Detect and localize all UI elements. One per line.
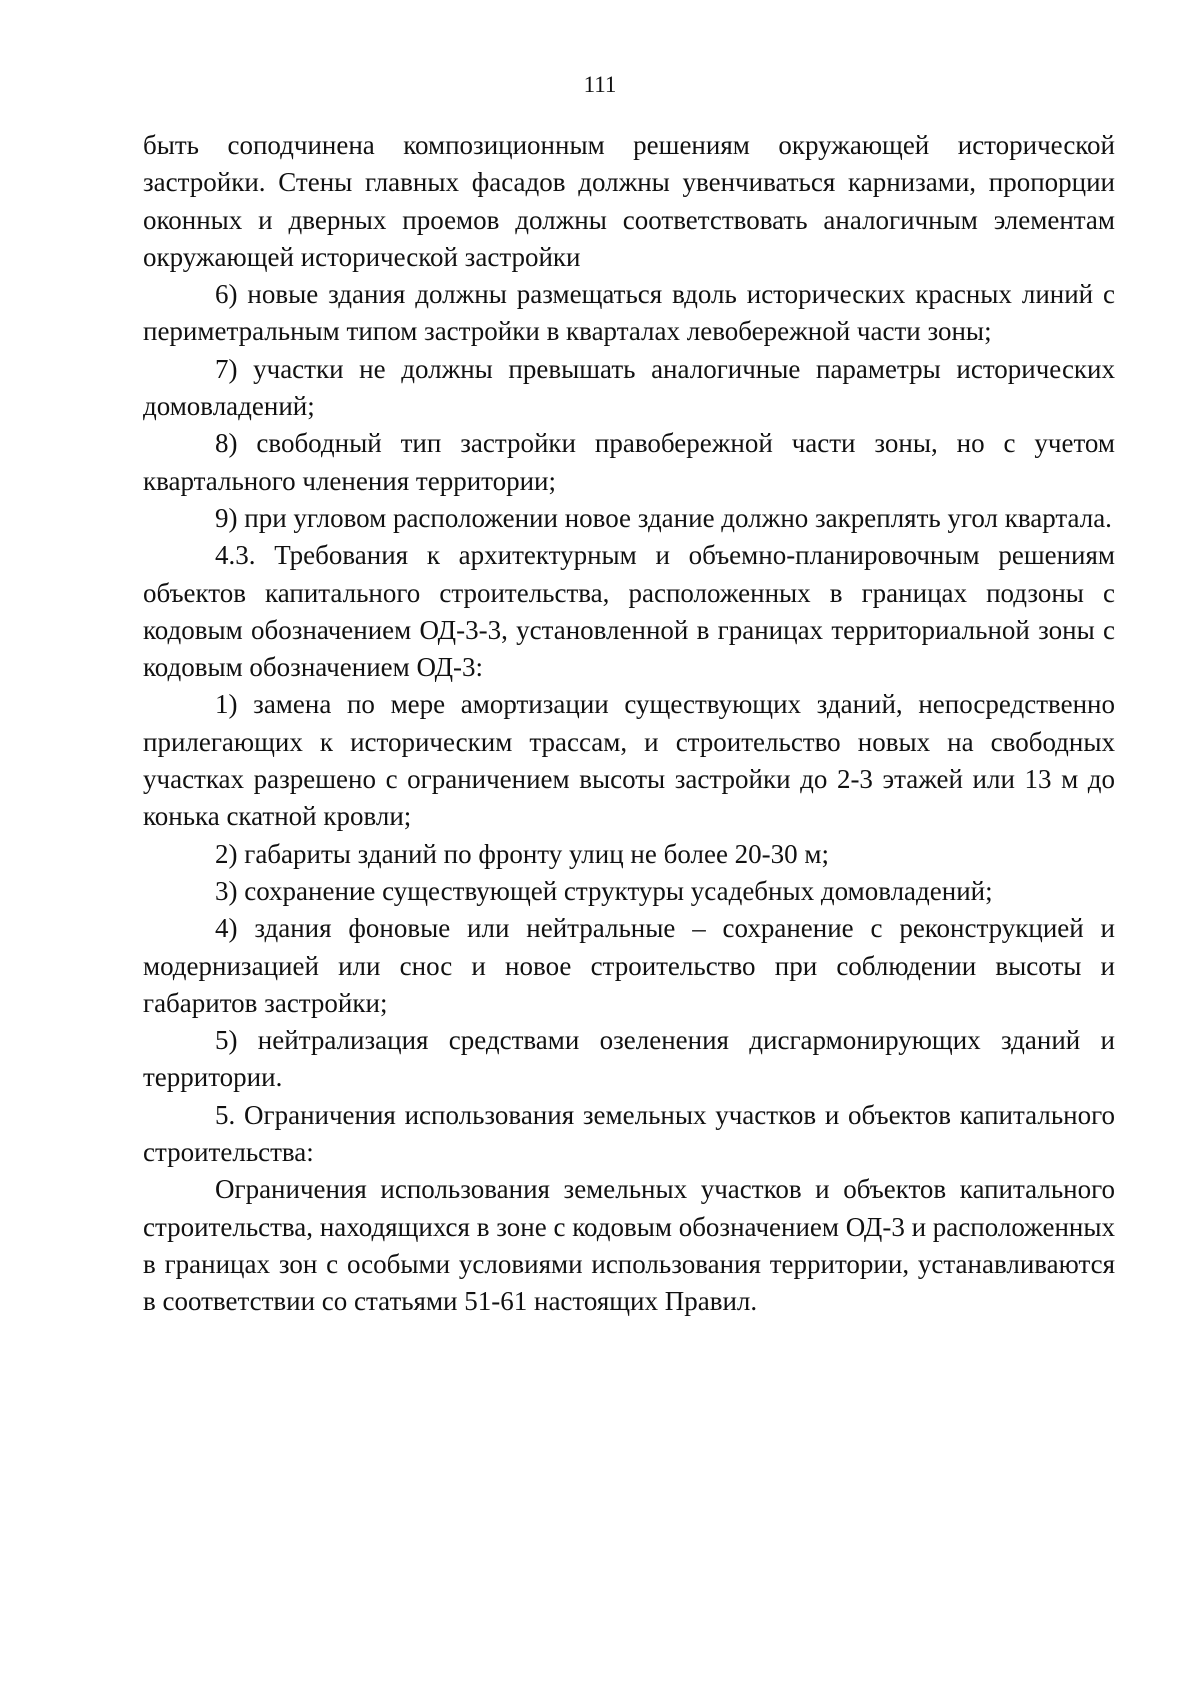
paragraph-item-9: 9) при угловом расположении новое здание должно закреплять угол квартала. — [215, 502, 1112, 533]
paragraph-section-5: 5. Ограничения использования земельных участков и объектов капитального строительства: — [143, 1099, 1115, 1168]
paragraph-item-3: 3) сохранение существующей структуры усадебных домовладений; — [215, 875, 993, 906]
paragraph-item-7: 7) участки не должны превышать аналогичные параметры исторических домовладений; — [143, 353, 1115, 422]
document-body — [143, 127, 1115, 1321]
paragraph-item-8: 8) свободный тип застройки правобережной части зоны, но с учетом квартального членения территории; — [143, 428, 1115, 496]
paragraph-item-2: 2) габариты зданий по фронту улиц не более 20-30 м; — [215, 838, 830, 869]
paragraph-section-4-3: 4.3. Требования к архитектурным и объемно-планировочным решениям объектов капитального строительства, расположенных в границах подзоны с кодовым обозначением ОД-3-3, установленной в границах территориальной зоны с кодовым обозначением ОД-3: — [143, 540, 1115, 683]
paragraph-item-5: 5) нейтрализация средствами озеленения дисгармонирующих зданий и территории. — [143, 1025, 1115, 1093]
page-number: 111 — [583, 72, 617, 97]
paragraph-item-6: 6) новые здания должны размещаться вдоль исторических красных линий с периметральным типом застройки в кварталах левобережной части зоны; — [143, 279, 1115, 347]
paragraph-item-1: 1) замена по мере амортизации существующих зданий, непосредственно прилегающих к историческим трассам, и строительство новых на свободных участках разрешено с ограничением высоты застройки до 2-3 этажей или 13 м до конька скатной кровли; — [143, 689, 1115, 832]
paragraph-item-4: 4) здания фоновые или нейтральные – сохранение с реконструкцией и модернизацией или снос и новое строительство при соблюдении высоты и габаритов застройки; — [143, 913, 1115, 1018]
paragraph-restrictions: Ограничения использования земельных участков и объектов капитального строительства, находящихся в зоне с кодовым обозначением ОД-3 и расположенных в границах зон с особыми условиями использования территории, устанавливаются в соответствии со статьями 51-61 настоящих Правил. — [143, 1174, 1115, 1317]
paragraph-continuation: быть соподчинена композиционным решениям окружающей исторической застройки. Стены главных фасадов должны увенчиваться карнизами, пропорции оконных и дверных проемов должны соответствовать аналогичным элементам окружающей исторической застройки — [143, 130, 1115, 272]
